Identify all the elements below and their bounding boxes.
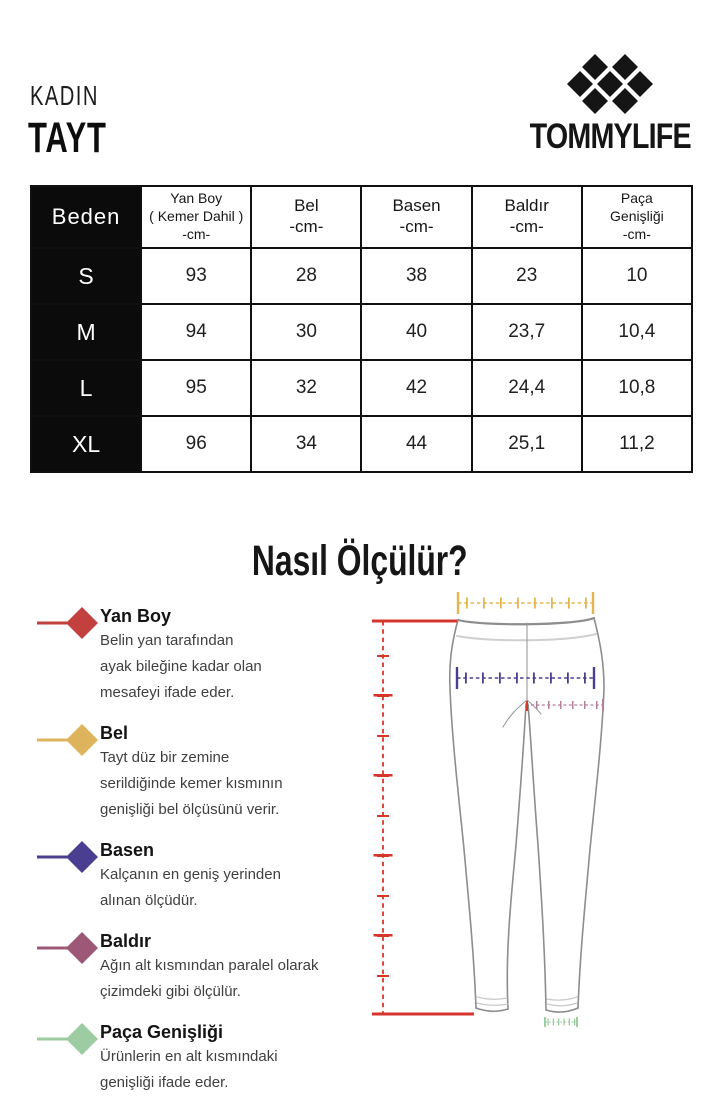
value-cell: 44 [361, 416, 471, 472]
legend-text [100, 604, 262, 706]
column-header-line: Basen [392, 196, 441, 216]
table-row [31, 304, 692, 360]
column-header-line: -cm- [182, 225, 211, 242]
column-header-line: ( Kemer Dahil ) [149, 208, 244, 225]
size-table-header-row [31, 186, 692, 248]
value-cell: 10,8 [582, 360, 692, 416]
measurement-legend [36, 604, 366, 1096]
legend-item-title: Yan Boy [100, 606, 172, 626]
size-cell: S [31, 248, 141, 304]
corner-header-cell: Beden [31, 186, 141, 248]
column-header-line: Genişliği [610, 208, 664, 225]
value-cell: 24,4 [472, 360, 582, 416]
column-header-line: -cm- [289, 217, 324, 236]
legend-item-desc-line: genişliği bel ölçüsünü verir. [100, 801, 280, 818]
legend-item-desc-line: Belin yan tarafından [100, 632, 234, 649]
legend-item-title: Basen [100, 840, 155, 860]
legend-item-title: Baldır [100, 931, 152, 951]
size-table [30, 185, 693, 473]
value-cell: 96 [141, 416, 251, 472]
legend-text [100, 838, 281, 914]
value-cell: 38 [361, 248, 471, 304]
size-cell: XL [31, 416, 141, 472]
value-cell: 94 [141, 304, 251, 360]
size-cell: L [31, 360, 141, 416]
legend-item-desc-line: ayak bileğine kadar olan [100, 658, 262, 675]
how-to-measure-title: Nasıl Ölçülür? [252, 537, 468, 585]
measure-diamond-icon [36, 1019, 100, 1059]
column-header-line: Baldır [504, 196, 549, 216]
value-cell: 10,4 [582, 304, 692, 360]
column-header [472, 186, 582, 248]
brand-diamonds-icon [566, 54, 654, 115]
column-header [251, 186, 361, 248]
column-header-line: Yan Boy [170, 190, 223, 207]
legend-item-desc-line: Kalçanın en geniş yerinden [100, 866, 281, 883]
legend-item-desc-line: Tayt düz bir zemine [100, 749, 230, 766]
leggings-measurement-diagram [360, 585, 670, 1080]
baldir-measure-ruler [531, 699, 603, 711]
table-row [31, 360, 692, 416]
legend-text [100, 929, 318, 1005]
legend-item-desc-line: alınan ölçüdür. [100, 892, 198, 909]
column-header [361, 186, 471, 248]
legend-item [36, 1020, 366, 1096]
table-row [31, 248, 692, 304]
paca-measure-ruler [545, 1017, 577, 1027]
column-header-line: Paça [620, 190, 653, 207]
value-cell: 34 [251, 416, 361, 472]
leggings-outline [450, 618, 604, 1012]
value-cell: 23 [472, 248, 582, 304]
value-cell: 42 [361, 360, 471, 416]
legend-item-desc-line: çizimdeki gibi ölçülür. [100, 983, 241, 1000]
bel-measure-ruler [458, 592, 593, 614]
measure-diamond-icon [36, 928, 100, 968]
value-cell: 10 [582, 248, 692, 304]
basen-measure-ruler [457, 667, 594, 689]
measure-diamond-icon [36, 720, 100, 760]
column-header [582, 186, 692, 248]
legend-item-title: Paça Genişliği [100, 1022, 224, 1042]
value-cell: 30 [251, 304, 361, 360]
value-cell: 32 [251, 360, 361, 416]
legend-item [36, 929, 366, 1005]
size-cell: M [31, 304, 141, 360]
value-cell: 93 [141, 248, 251, 304]
legend-text [100, 721, 283, 823]
value-cell: 11,2 [582, 416, 692, 472]
value-cell: 40 [361, 304, 471, 360]
column-header-line: Bel [294, 196, 319, 216]
measure-diamond-icon [36, 837, 100, 877]
table-row [31, 416, 692, 472]
legend-item-desc-line: Ağın alt kısmından paralel olarak [100, 957, 319, 974]
legend-item [36, 838, 366, 914]
category-label: KADIN [30, 80, 99, 111]
legend-text [100, 1020, 278, 1096]
legend-item [36, 721, 366, 823]
legend-item-title: Bel [100, 723, 129, 743]
value-cell: 28 [251, 248, 361, 304]
column-header-line: -cm- [509, 217, 544, 236]
legend-item-desc-line: Ürünlerin en alt kısmındaki [100, 1048, 278, 1065]
value-cell: 95 [141, 360, 251, 416]
column-header-line: -cm- [622, 225, 651, 242]
product-type-label: TAYT [28, 114, 107, 162]
value-cell: 23,7 [472, 304, 582, 360]
legend-item-desc-line: serildiğinde kemer kısmının [100, 775, 283, 792]
legend-item-desc-line: genişliği ifade eder. [100, 1074, 229, 1091]
measure-diamond-icon [36, 603, 100, 643]
brand-name: TOMMYLIFE [529, 117, 691, 156]
legend-item [36, 604, 366, 706]
legend-item-desc-line: mesafeyi ifade eder. [100, 684, 235, 701]
column-header-line: -cm- [399, 217, 434, 236]
value-cell: 25,1 [472, 416, 582, 472]
brand-logo [505, 54, 715, 157]
column-header [141, 186, 251, 248]
